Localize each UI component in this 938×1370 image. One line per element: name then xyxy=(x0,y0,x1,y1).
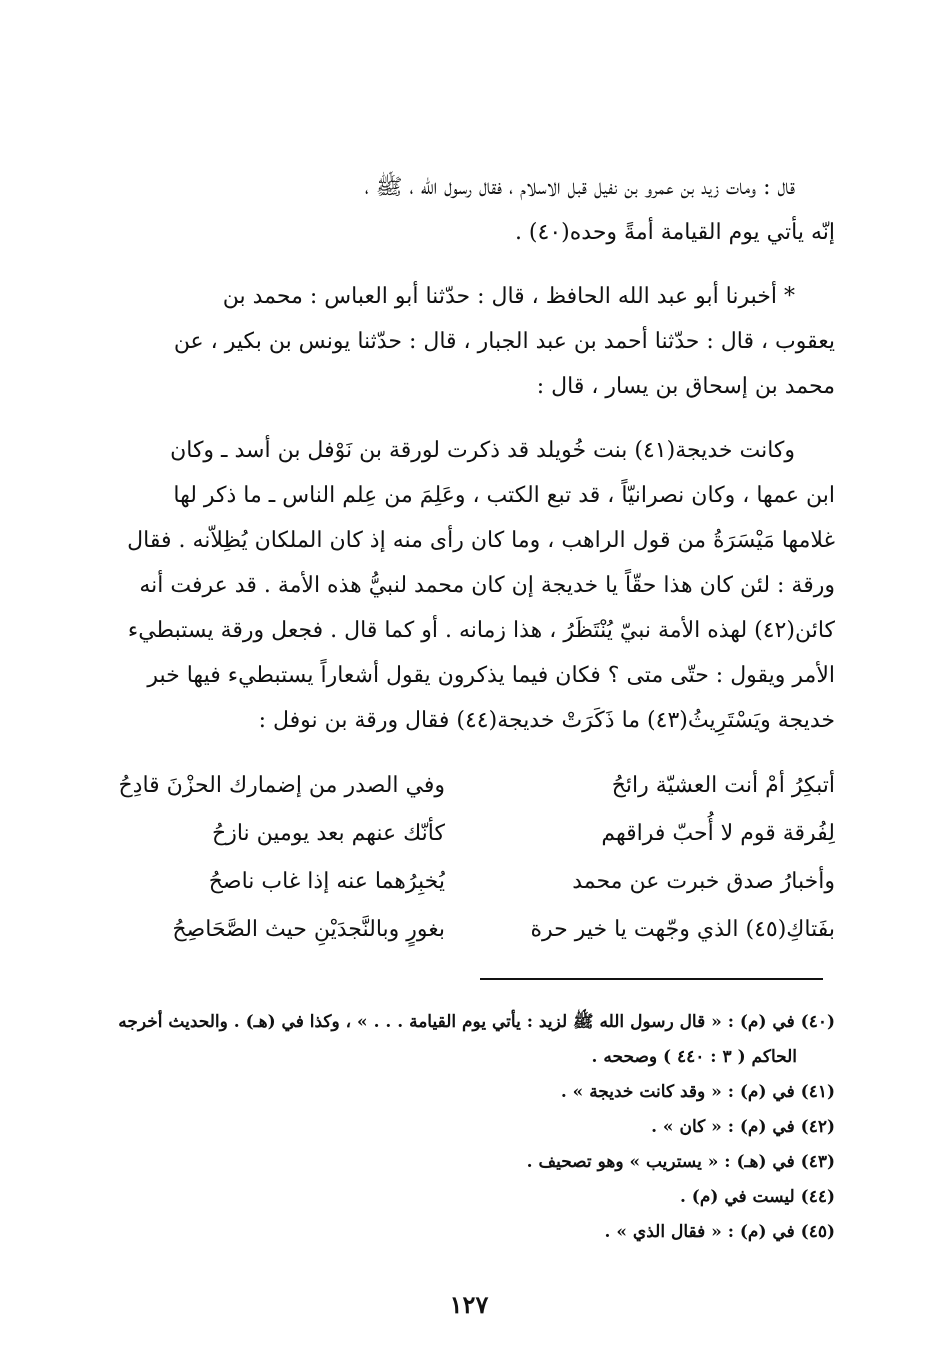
page-number: ١٢٧ xyxy=(449,1290,489,1319)
paragraph-zayd xyxy=(105,165,835,255)
paragraph-isnad xyxy=(105,274,835,409)
footnote: (٤١) في (م) : « وقد كانت خديجة » . xyxy=(560,1082,835,1102)
footnote-continuation: الحاكم ( ٣ : ٤٤٠ ) وصححه . xyxy=(591,1047,797,1067)
verse-second-hemistich: وفي الصدر من إضمارك الحزْنَ قادِحُ xyxy=(118,773,445,798)
verse-first-hemistich: أتبكِرُ أمْ أنت العشيّة رائحُ xyxy=(611,773,835,798)
text-line: ورقة : لئن كان هذا حقّاً يا خديجة إن كان محمد لنبيُّ هذه الأمة . قد عرفت أنه xyxy=(139,573,835,598)
footnote: (٤٠) في (م) : « قال رسول الله ﷺ لزيد : يأتي يوم القيامة . . . » ، وكذا في (هـ) . والحديث أخرجه xyxy=(118,1012,835,1032)
text-line: * أخبرنا أبو عبد الله الحافظ ، قال : حدّثنا أبو العباس : محمد بن xyxy=(222,284,795,309)
text-line: الأمر ويقول : حتّى متى ؟ فكان فيما يذكرون يقول أشعاراً يستبطيء فيها خبر xyxy=(147,663,835,688)
verse-first-hemistich: لِفُرقة قوم لا أُحبّ فراقهم xyxy=(601,821,835,846)
footnote: (٤٢) في (م) : « كان » . xyxy=(651,1117,835,1137)
footnote: (٤٤) ليست في (م) . xyxy=(679,1187,835,1207)
text-line: كائن(٤٢) لهذه الأمة نبيّ يُنْتَظَرُ ، هذا زمانه . أو كما قال . فجعل ورقة يستبطيء xyxy=(127,618,835,643)
text-line: وكانت خديجة(٤١) بنت خُويلد قد ذكرت لورقة بن نَوْفل بن أسد ـ وكان xyxy=(170,438,795,463)
poem-verse xyxy=(105,762,835,810)
verse-second-hemistich: كأنّك عنهم بعد يومين نازحُ xyxy=(212,821,445,846)
text-line: غلامها مَيْسَرَةُ من قول الراهب ، وما كان رأى منه إذ كان الملكان يُظِلاّنه . فقال xyxy=(127,528,835,553)
text-line: قال : ومات زيد بن عمرو بن نفيل قبل الاسلام ، فقال رسول الله ، ﷺ ، xyxy=(364,175,795,200)
verse-first-hemistich: وأخبارُ صدق خبرت عن محمد xyxy=(572,869,835,894)
footnote: (٤٣) في (هـ) : « يستريب » وهو تصحيف . xyxy=(526,1152,835,1172)
footnotes xyxy=(105,1005,835,1250)
text-line: محمد بن إسحاق بن يسار ، قال : xyxy=(536,374,835,399)
text-line: إنّه يأتي يوم القيامة أمةً وحده(٤٠) . xyxy=(514,220,835,245)
verse-second-hemistich: بغورٍ وبالنَّجدَيْنِ حيث الصَّحَاصِحُ xyxy=(172,917,445,942)
footnote: (٤٥) في (م) : « فقال الذي » . xyxy=(604,1222,835,1242)
poem-verse xyxy=(105,810,835,858)
verse-second-hemistich: يُخبِرُهما عنه إذا غاب ناصحُ xyxy=(208,869,445,894)
paragraph-khadija xyxy=(105,428,835,743)
poem-verse xyxy=(105,858,835,906)
poem-verse xyxy=(105,906,835,954)
poem-verses xyxy=(105,762,835,954)
text-line: يعقوب ، قال : حدّثنا أحمد بن عبد الجبار ، قال : حدّثنا يونس بن بكير ، عن xyxy=(173,329,835,354)
footnote-divider xyxy=(480,978,823,980)
verse-first-hemistich: بفَتاكِ(٤٥) الذي وجّهت يا خير حرة xyxy=(530,917,835,942)
text-line: ابن عمها ، وكان نصرانيّاً ، قد تبع الكتب ، وعَلِمَ من عِلم الناس ـ ما ذكر لها xyxy=(173,483,835,508)
text-line: خديجة ويَسْتَرِيثُ(٤٣) ما ذَكَرَتْ خديجة(٤٤) فقال ورقة بن نوفل : xyxy=(258,708,835,733)
